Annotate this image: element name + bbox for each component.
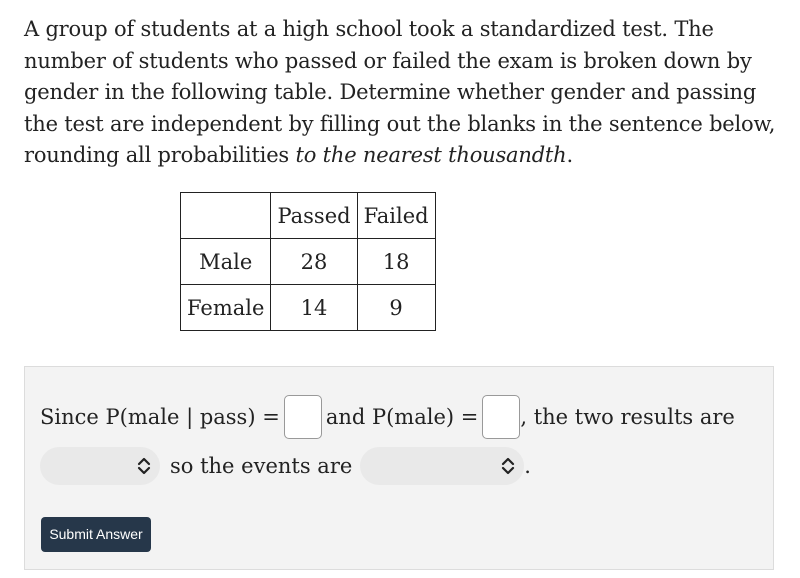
- row-label: Female: [181, 285, 271, 331]
- question-text: [24, 14, 780, 172]
- question-end: .: [566, 143, 573, 167]
- answer-line-1: [40, 395, 735, 439]
- line1-suffix: , the two results are: [520, 405, 735, 429]
- table-cell: 28: [271, 239, 357, 285]
- table-header-cell: Passed: [271, 193, 357, 239]
- submit-answer-button[interactable]: Submit Answer: [41, 517, 151, 552]
- table-cell: 14: [271, 285, 357, 331]
- table-cell: 18: [357, 239, 435, 285]
- table-header-row: [181, 193, 436, 239]
- p-male-input[interactable]: [482, 395, 520, 439]
- row-label: Male: [181, 239, 271, 285]
- table-row: [181, 239, 436, 285]
- line1-prefix: Since P(male | pass) =: [40, 405, 280, 429]
- p-male-given-pass-input[interactable]: [284, 395, 322, 439]
- chevron-up-down-icon: [500, 456, 516, 476]
- question-emphasis: to the nearest thousandth: [295, 143, 567, 167]
- question-main: A group of students at a high school took a standardized test. The number of students who passed or failed the exam is broken down by gender in the following table. Determine whether gender and passing the test are independent by filling out the blanks in the sentence below, rounding all probabilities: [24, 17, 776, 167]
- data-table: [180, 192, 436, 331]
- line2-suffix: .: [524, 454, 531, 478]
- chevron-up-down-icon: [136, 456, 152, 476]
- independence-select[interactable]: [360, 447, 524, 485]
- table-header-cell: Failed: [357, 193, 435, 239]
- line2-middle: so the events are: [170, 454, 353, 478]
- table-row: [181, 285, 436, 331]
- answer-panel: [24, 366, 774, 570]
- table-header-cell: [181, 193, 271, 239]
- table-cell: 9: [357, 285, 435, 331]
- results-comparison-select[interactable]: [40, 447, 160, 485]
- answer-line-2: [40, 447, 531, 485]
- line1-middle: and P(male) =: [325, 405, 479, 429]
